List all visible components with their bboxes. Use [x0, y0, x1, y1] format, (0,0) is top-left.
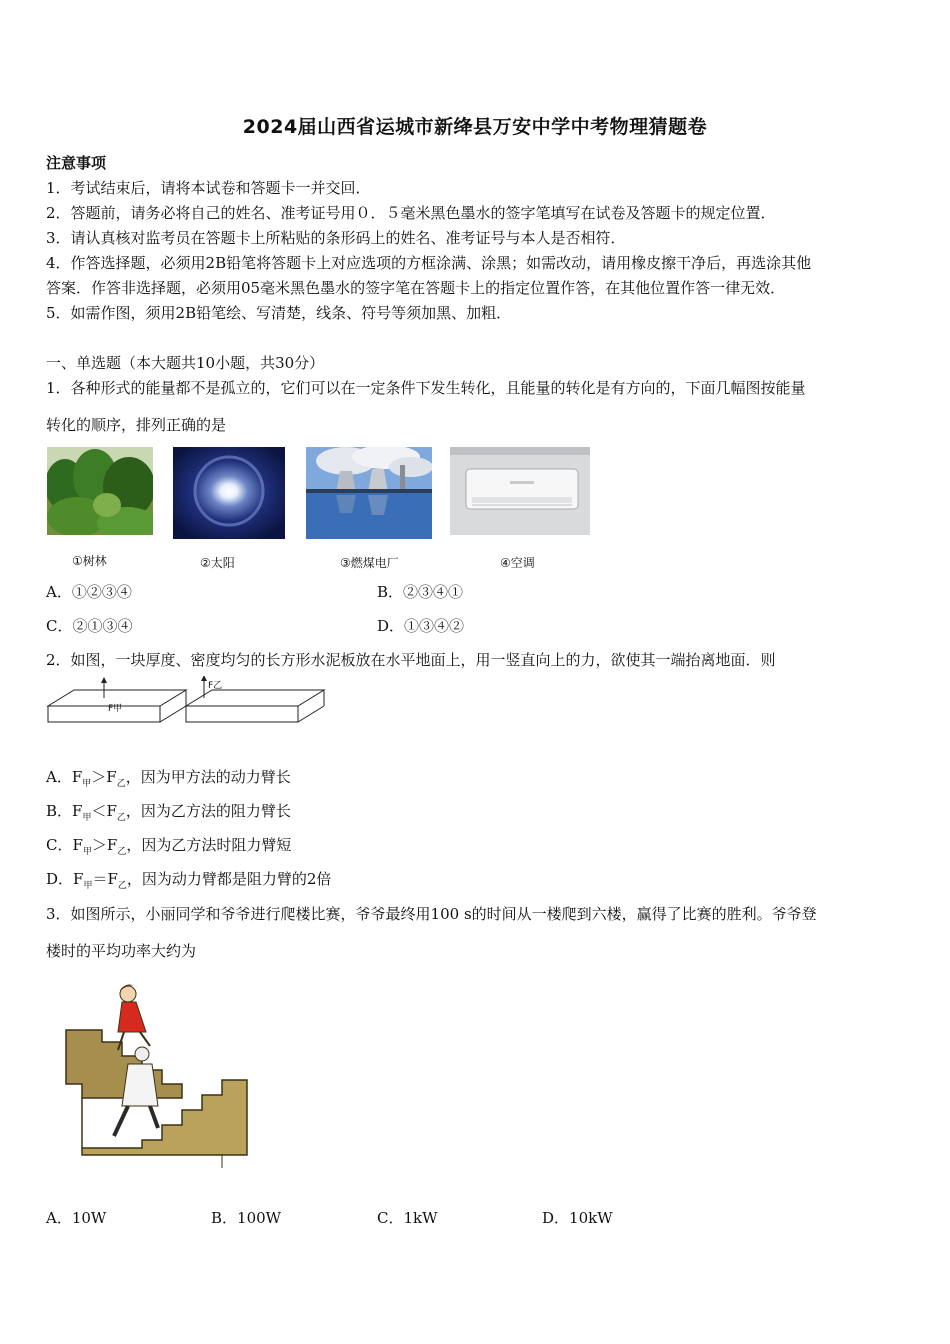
q2-b-sub1: 甲 [82, 813, 92, 823]
notice-item-4: 4．作答选择题，必须用2B铅笔将答题卡上对应选项的方框涂满、涂黑；如需改动，请用橡皮擦干净后，再选涂其他 [46, 254, 812, 272]
q3-option-b[interactable]: B．100W [211, 1209, 282, 1227]
slab-diagram [44, 676, 334, 730]
q1-option-d[interactable]: D．①③④② [377, 617, 465, 635]
q3-stem-line2: 楼时的平均功率大约为 [46, 942, 197, 960]
q2-b-mid: ＜F [91, 802, 117, 820]
q2-d-text: ，因为动力臂都是阻力臂的2倍 [126, 870, 332, 888]
q2-a-text: ，因为甲方法的动力臂长 [125, 768, 291, 786]
q2-c-sub1: 甲 [82, 847, 92, 857]
q3-stem-line1: 3．如图所示，小丽同学和爷爷进行爬楼比赛，爷爷最终用100 s的时间从一楼爬到六楼，赢得了比赛的胜利。爷爷登 [46, 905, 817, 923]
q2-d-sub2: 乙 [117, 881, 127, 891]
q1-stem-line2: 转化的顺序，排列正确的是 [46, 416, 227, 434]
q2-b-sub2: 乙 [116, 813, 126, 823]
q2-a-sub2: 乙 [116, 779, 126, 789]
page-title: 2024届山西省运城市新绛县万安中学中考物理猜题卷 [242, 116, 708, 138]
force-label-yi: F乙 [208, 681, 223, 691]
notice-item-2: 2．答题前，请务必将自己的姓名、准考证号用０．５毫米黑色墨水的签字笔填写在试卷及答题卡的规定位置． [46, 204, 776, 222]
q2-stem: 2．如图，一块厚度、密度均匀的长方形水泥板放在水平地面上，用一竖直向上的力，欲使其一端抬离地面．则 [46, 651, 776, 669]
section-heading: 一、单选题（本大题共10小题，共30分） [46, 354, 325, 372]
power-plant-image [306, 447, 432, 539]
q2-option-a[interactable] [46, 766, 291, 789]
q2-option-b[interactable] [46, 800, 291, 823]
q3-option-a[interactable]: A．10W [46, 1209, 107, 1227]
q2-b-prefix: B．F [46, 802, 83, 820]
caption-forest: ①树林 [72, 554, 107, 568]
sun-image [173, 447, 285, 539]
notice-item-3: 3．请认真核对监考员在答题卡上所粘贴的条形码上的姓名、准考证号与本人是否相符． [46, 229, 626, 247]
forest-image [47, 447, 153, 535]
q1-option-a[interactable]: A．①②③④ [46, 583, 132, 601]
q1-option-c[interactable]: C．②①③④ [46, 617, 133, 635]
q2-c-prefix: C．F [46, 836, 83, 854]
q2-c-sub2: 乙 [117, 847, 127, 857]
q2-a-mid: ＞F [91, 768, 117, 786]
q2-d-mid: ＝F [92, 870, 118, 888]
q2-option-c[interactable] [46, 834, 291, 857]
q1-stem-line1: 1．各种形式的能量都不是孤立的，它们可以在一定条件下发生转化，且能量的转化是有方向的，下面几幅图按能量 [46, 379, 806, 397]
q2-a-prefix: A．F [46, 768, 83, 786]
q2-a-sub1: 甲 [82, 779, 92, 789]
q2-b-text: ，因为乙方法的阻力臂长 [125, 802, 291, 820]
q3-option-c[interactable]: C．1kW [377, 1209, 438, 1227]
notice-heading: 注意事项 [46, 154, 107, 172]
caption-sun: ②太阳 [200, 556, 235, 570]
stair-climbing-image [62, 980, 252, 1170]
force-label-jia: F甲 [108, 704, 123, 714]
q2-d-prefix: D．F [46, 870, 84, 888]
q2-c-mid: ＞F [91, 836, 118, 854]
q1-option-b[interactable]: B．②③④① [377, 583, 464, 601]
notice-item-5: 5．如需作图，须用2B铅笔绘、写清楚，线条、符号等须加黑、加粗． [46, 304, 512, 322]
air-conditioner-image [450, 447, 590, 535]
caption-air-conditioner: ④空调 [500, 556, 535, 570]
q3-option-d[interactable]: D．10kW [542, 1209, 613, 1227]
notice-item-1: 1．考试结束后，请将本试卷和答题卡一并交回． [46, 179, 371, 197]
q2-d-sub1: 甲 [83, 881, 93, 891]
q2-option-d[interactable] [46, 868, 331, 891]
caption-power-plant: ③燃煤电厂 [340, 556, 399, 570]
q2-c-text: ，因为乙方法时阻力臂短 [126, 836, 292, 854]
notice-item-4-cont: 答案．作答非选择题，必须用05毫米黑色墨水的签字笔在答题卡上的指定位置作答，在其他位置作答一律无效． [46, 279, 786, 297]
